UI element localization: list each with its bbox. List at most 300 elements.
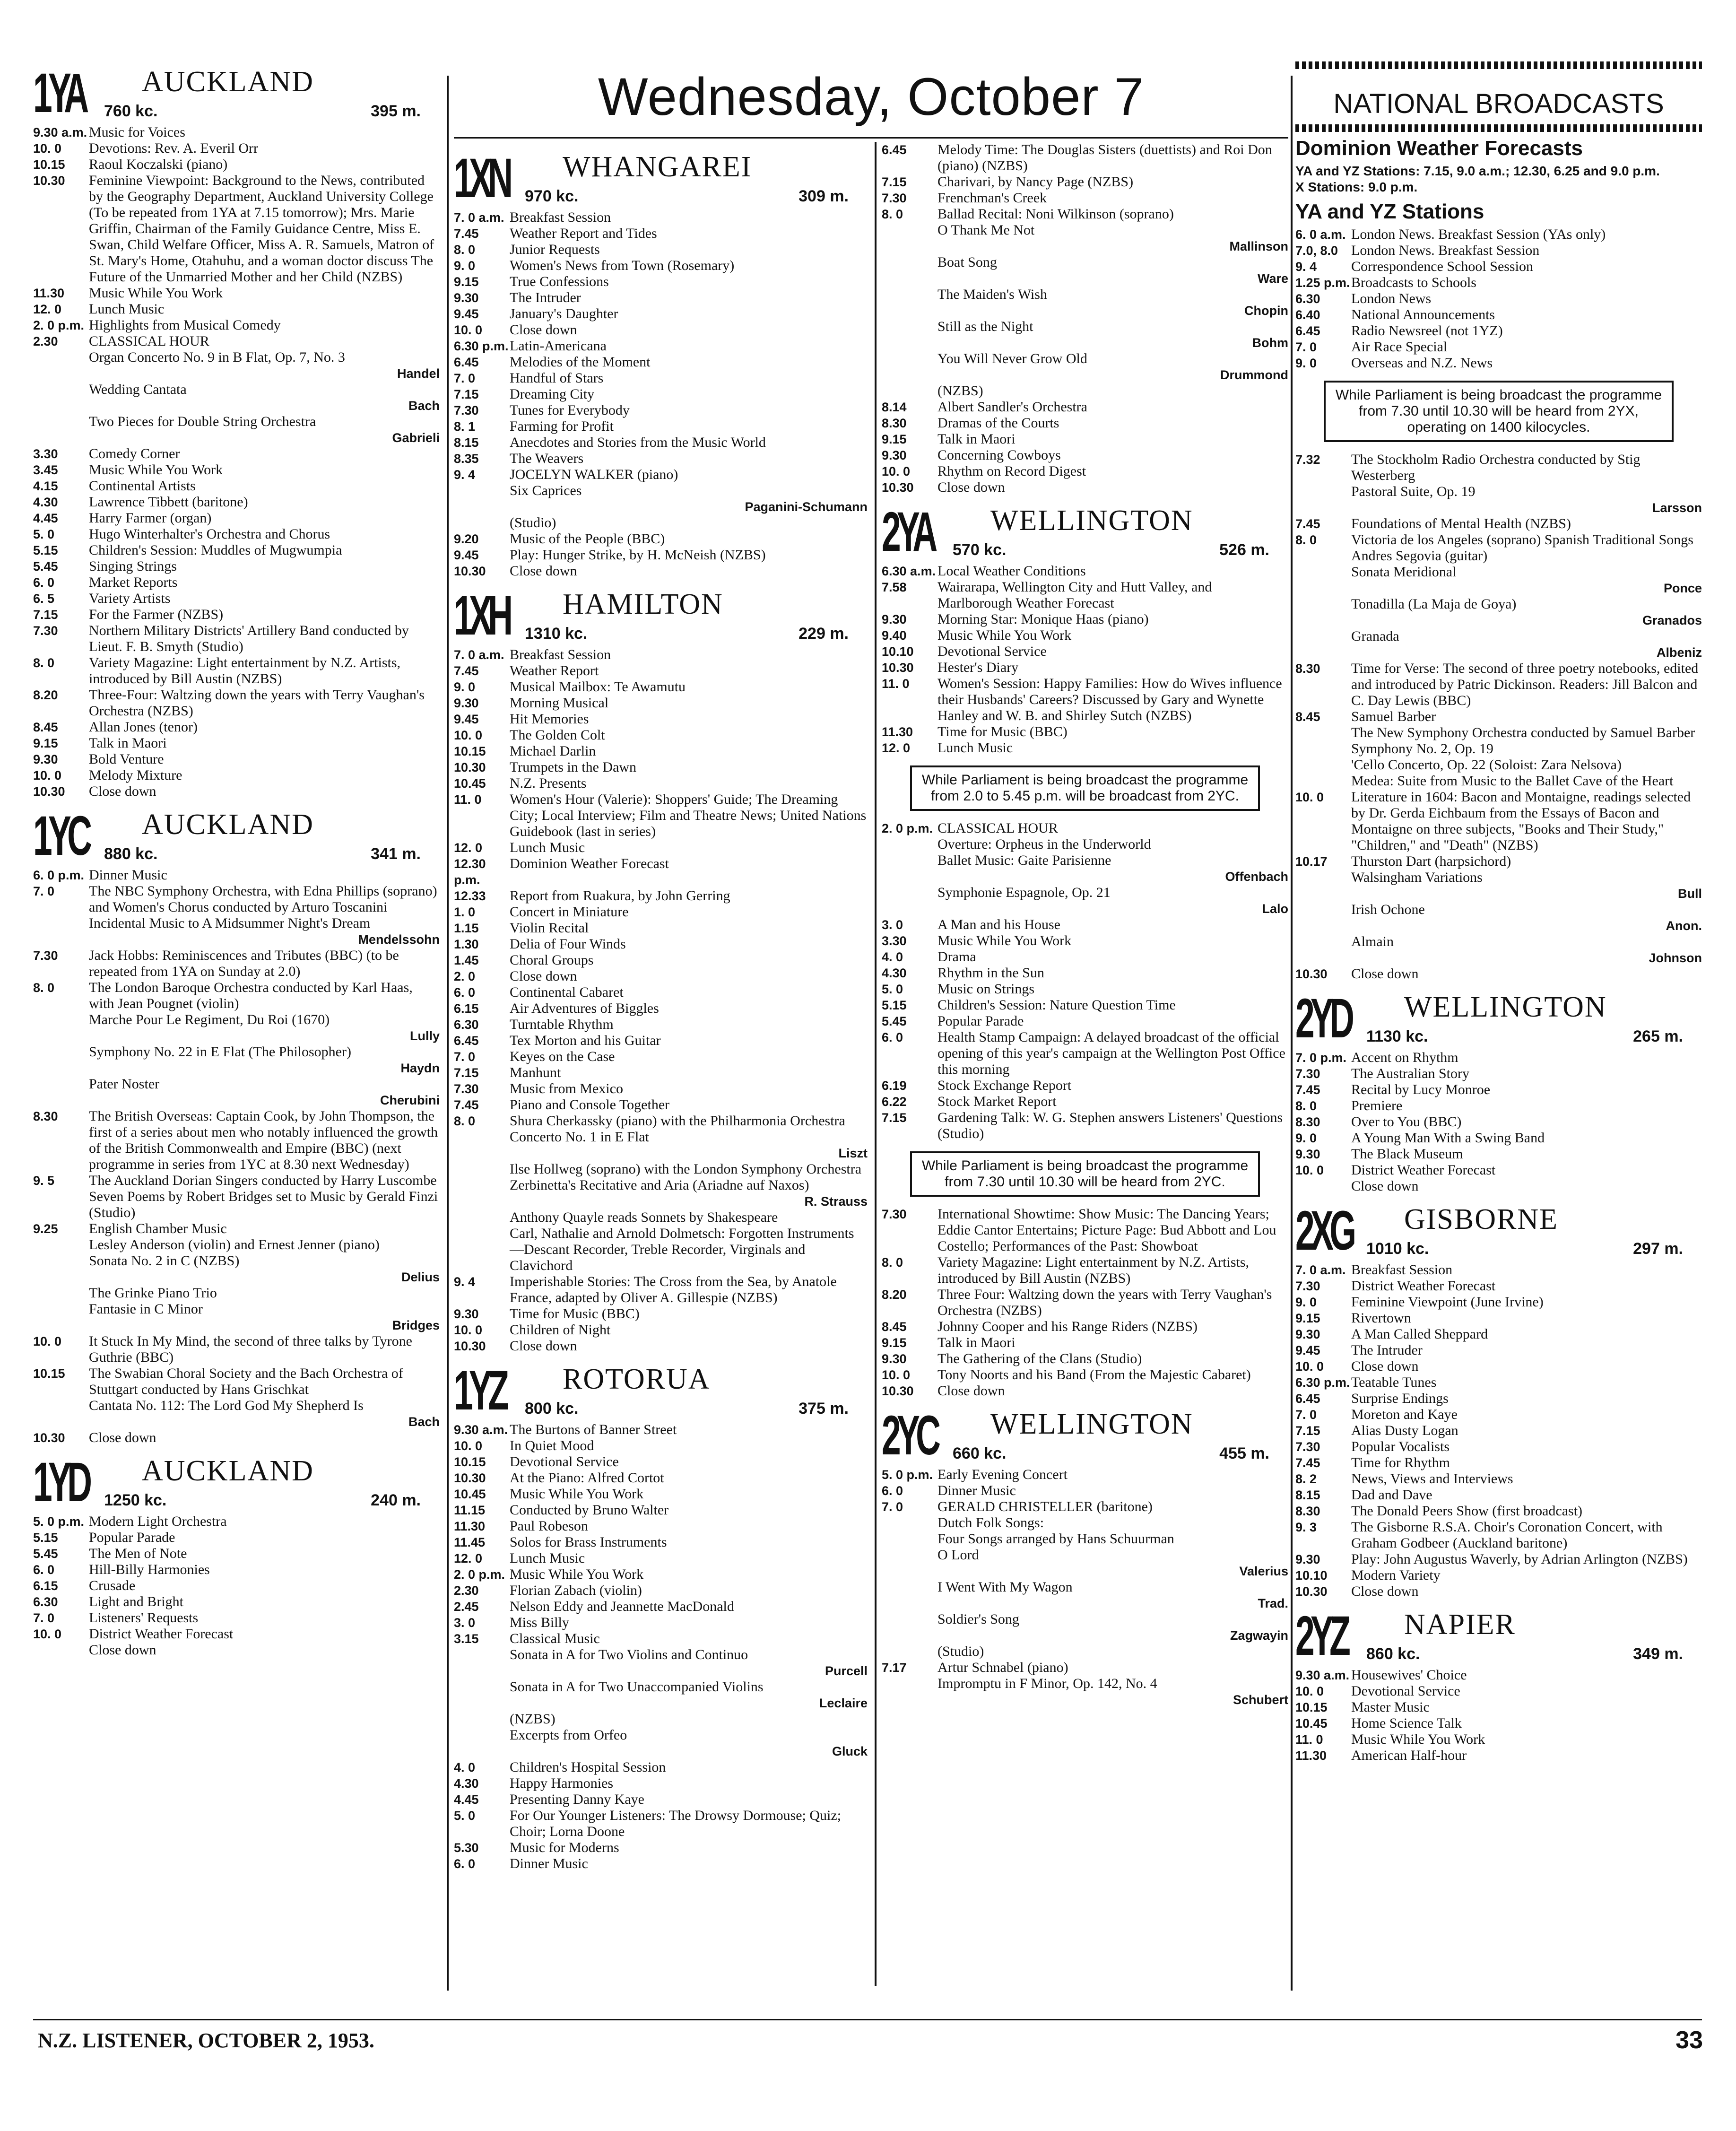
programme-time: 1.25 p.m. bbox=[1295, 276, 1350, 290]
programme-time: 10.30 bbox=[1295, 1584, 1328, 1599]
programme-time: 8.45 bbox=[33, 720, 58, 734]
programme-item bbox=[454, 679, 868, 695]
programme-time: 6.45 bbox=[454, 355, 479, 369]
composer-name: Chopin bbox=[1244, 304, 1288, 318]
programme-time: 7. 0 bbox=[33, 884, 55, 898]
station-city: ROTORUA bbox=[563, 1363, 711, 1395]
programme-item bbox=[882, 981, 1288, 997]
programme-time bbox=[882, 254, 937, 270]
programme-item bbox=[1295, 1342, 1702, 1358]
programme-time: 9.45 bbox=[454, 712, 479, 726]
programme-title: Symphony No. 2, Op. 19 bbox=[1351, 741, 1493, 757]
programme-item bbox=[1295, 1567, 1702, 1583]
programme-title: Close down bbox=[89, 1430, 156, 1445]
programme-title: London News bbox=[1351, 291, 1432, 306]
programme-item bbox=[33, 1530, 440, 1546]
programme-title: True Confessions bbox=[510, 274, 609, 289]
programme-time: 10.45 bbox=[1295, 1716, 1328, 1731]
programme-title: Over to You (BBC) bbox=[1351, 1114, 1462, 1130]
programme-time: 6.30 bbox=[33, 1595, 58, 1609]
programme-item bbox=[882, 1254, 1288, 1287]
programme-title: The London Baroque Orchestra conducted by Karl Haas, with Jean Pougnet (violin) bbox=[89, 980, 413, 1011]
programme-item bbox=[1295, 661, 1702, 709]
programme-time: 8.15 bbox=[454, 435, 479, 450]
national-broadcasts-heading: NATIONAL BROADCASTS bbox=[1333, 88, 1664, 119]
programme-item bbox=[882, 579, 1288, 611]
programme-title: Raoul Koczalski (piano) bbox=[89, 157, 228, 172]
programme-title: London News. Breakfast Session (YAs only) bbox=[1351, 226, 1606, 242]
programme-item bbox=[882, 740, 1288, 756]
programme-time: 7.17 bbox=[882, 1661, 907, 1675]
programme-item bbox=[1295, 1162, 1702, 1178]
programme-item bbox=[454, 792, 868, 840]
programme-item bbox=[882, 1078, 1288, 1094]
programme-time: 6.22 bbox=[882, 1095, 907, 1109]
programme-time: 9.45 bbox=[454, 307, 479, 321]
programme-time bbox=[1295, 757, 1351, 773]
programme-time: 5.15 bbox=[33, 543, 58, 557]
programme-title: Choral Groups bbox=[510, 952, 594, 968]
programme-time: 9.30 bbox=[882, 612, 907, 626]
programme-item bbox=[1295, 1748, 1702, 1764]
programme-time: 1.45 bbox=[454, 953, 479, 967]
station-callsign: 2YZ bbox=[1295, 1605, 1347, 1667]
programme-item bbox=[882, 222, 1288, 238]
programme-title: The Swabian Choral Society and the Bach Orchestra of Stuttgart conducted by Hans Grischkat bbox=[89, 1366, 403, 1397]
programme-title: Walsingham Variations bbox=[1351, 870, 1483, 885]
programme-title: Fantasie in C Minor bbox=[89, 1301, 203, 1317]
programme-time: 3.30 bbox=[882, 934, 907, 948]
programme-title: Farming for Profit bbox=[510, 418, 614, 434]
programme-time: 9.30 bbox=[882, 1352, 907, 1366]
programme-time: 9. 0 bbox=[454, 259, 476, 273]
programme-time: 8.30 bbox=[1295, 1115, 1320, 1129]
programme-list-1yz bbox=[454, 1422, 868, 1872]
programme-title: Melodies of the Moment bbox=[510, 354, 651, 370]
programme-item bbox=[1295, 725, 1702, 741]
programme-item bbox=[33, 719, 440, 735]
programme-item bbox=[1295, 1098, 1702, 1114]
programme-time: 9.15 bbox=[882, 432, 907, 446]
programme-item bbox=[33, 1594, 440, 1610]
programme-title: Ballad Recital: Noni Wilkinson (soprano) bbox=[937, 206, 1174, 222]
station-frequency: 970 kc. bbox=[525, 187, 579, 205]
programme-time: 12. 0 bbox=[454, 841, 483, 855]
programme-time bbox=[882, 319, 937, 335]
programme-time: 7.15 bbox=[454, 387, 479, 401]
programme-time: 12.30 p.m. bbox=[454, 857, 486, 887]
station-callsign: 1XN bbox=[454, 147, 509, 209]
programme-title: Close down bbox=[1351, 1178, 1419, 1194]
programme-title: Accent on Rhythm bbox=[1351, 1050, 1458, 1065]
programme-item bbox=[454, 1502, 868, 1518]
programme-title: Music While You Work bbox=[510, 1486, 644, 1502]
programme-item bbox=[1295, 484, 1702, 500]
programme-item bbox=[454, 242, 868, 258]
programme-item bbox=[33, 883, 440, 915]
programme-time: 9. 0 bbox=[1295, 1131, 1317, 1145]
programme-title: Andres Segovia (guitar) bbox=[1351, 548, 1488, 564]
programme-title: Rivertown bbox=[1351, 1310, 1411, 1326]
programme-title: Premiere bbox=[1351, 1098, 1403, 1113]
programme-item bbox=[454, 1615, 868, 1631]
programme-title: Breakfast Session bbox=[1351, 1262, 1453, 1278]
programme-title: Symphonie Espagnole, Op. 21 bbox=[937, 885, 1111, 900]
composer-name: Delius bbox=[401, 1270, 440, 1284]
programme-time: 9.30 bbox=[454, 291, 479, 305]
programme-title: Lunch Music bbox=[89, 301, 165, 317]
programme-item bbox=[33, 623, 440, 655]
programme-time: 6.30 a.m. bbox=[882, 564, 936, 578]
programme-item bbox=[1295, 1294, 1702, 1310]
programme-time: 7.45 bbox=[454, 226, 479, 241]
programme-title: Continental Cabaret bbox=[510, 984, 624, 1000]
programme-item bbox=[33, 915, 440, 931]
programme-item bbox=[454, 483, 868, 499]
programme-title: English Chamber Music bbox=[89, 1221, 227, 1236]
programme-item bbox=[882, 1335, 1288, 1351]
programme-item bbox=[882, 1367, 1288, 1383]
programme-time bbox=[1295, 870, 1351, 886]
programme-item bbox=[1295, 355, 1702, 371]
programme-item bbox=[1295, 870, 1702, 886]
programme-title: Devotional Service bbox=[937, 644, 1047, 659]
composer-name: Zagwayin bbox=[1230, 1628, 1288, 1643]
programme-title: Happy Harmonies bbox=[510, 1775, 614, 1791]
station-wavelength: 229 m. bbox=[799, 625, 849, 643]
programme-item bbox=[33, 285, 440, 301]
programme-time: 10.17 bbox=[1295, 854, 1328, 869]
programme-time: 10.30 bbox=[33, 784, 65, 799]
programme-title: Rhythm in the Sun bbox=[937, 965, 1044, 981]
programme-title: Devotions: Rev. A. Everil Orr bbox=[89, 140, 258, 156]
programme-time: 10. 0 bbox=[33, 141, 62, 156]
programme-time: 4.15 bbox=[33, 479, 58, 493]
footer-rule bbox=[33, 2019, 1702, 2020]
programme-item bbox=[1295, 934, 1702, 950]
programme-item bbox=[882, 431, 1288, 447]
programme-title: Home Science Talk bbox=[1351, 1715, 1462, 1731]
programme-title: Recital by Lucy Monroe bbox=[1351, 1082, 1491, 1097]
programme-item bbox=[454, 1792, 868, 1808]
composer-name: Schubert bbox=[1233, 1693, 1288, 1707]
programme-title: News, Views and Interviews bbox=[1351, 1471, 1513, 1487]
programme-item bbox=[33, 510, 440, 526]
programme-title: Impromptu in F Minor, Op. 142, No. 4 bbox=[937, 1676, 1157, 1691]
programme-title: Anecdotes and Stories from the Music World bbox=[510, 435, 766, 450]
composer-name: Lully bbox=[409, 1029, 440, 1043]
programme-title: Marche Pour Le Regiment, Du Roi (1670) bbox=[89, 1012, 330, 1027]
programme-title: Music on Strings bbox=[937, 981, 1035, 997]
programme-item bbox=[454, 1566, 868, 1583]
programme-time: 10.45 bbox=[454, 776, 486, 791]
programme-item bbox=[1295, 628, 1702, 644]
programme-item bbox=[33, 1189, 440, 1221]
programme-title: Devotional Service bbox=[510, 1454, 619, 1470]
programme-title: Dad and Dave bbox=[1351, 1487, 1432, 1503]
programme-time bbox=[1295, 934, 1351, 950]
programme-time: 10. 0 bbox=[454, 1323, 483, 1337]
station-header-2yc bbox=[882, 1404, 1288, 1467]
composer-name: Anon. bbox=[1666, 919, 1702, 933]
programme-title: National Announcements bbox=[1351, 307, 1495, 322]
programme-title: Dinner Music bbox=[510, 1856, 588, 1871]
programme-time: 10.30 bbox=[454, 1471, 486, 1485]
programme-time: 11.30 bbox=[454, 1519, 486, 1533]
programme-item bbox=[1295, 1423, 1702, 1439]
programme-time: 8. 0 bbox=[1295, 533, 1317, 547]
programme-item bbox=[1295, 902, 1702, 918]
programme-item bbox=[882, 644, 1288, 660]
programme-time: 7.30 bbox=[454, 1082, 479, 1096]
programme-time: 10.10 bbox=[882, 644, 914, 659]
programme-title: Paul Robeson bbox=[510, 1518, 588, 1534]
station-frequency: 800 kc. bbox=[525, 1400, 579, 1418]
programme-title: Popular Vocalists bbox=[1351, 1439, 1450, 1454]
programme-time: 8. 0 bbox=[882, 207, 903, 221]
programme-title: Women's Hour (Valerie): Shoppers' Guide; The Dreaming City; Local Interview; Film and Theatre News; United Nations Guidebook (last in series) bbox=[510, 792, 867, 839]
programme-title: Time for Rhythm bbox=[1351, 1455, 1450, 1470]
programme-item bbox=[33, 124, 440, 140]
programme-title: Close down bbox=[89, 783, 156, 799]
programme-time bbox=[882, 1515, 937, 1531]
station-wavelength: 375 m. bbox=[799, 1400, 849, 1418]
programme-list-2yc bbox=[882, 1467, 1288, 1708]
station-header-1ya bbox=[33, 62, 440, 124]
programme-time: 9.40 bbox=[882, 628, 907, 643]
programme-time: 1. 0 bbox=[454, 905, 476, 919]
programme-title: The Black Museum bbox=[1351, 1146, 1463, 1162]
programme-item bbox=[1295, 226, 1702, 243]
programme-list-2xg bbox=[1295, 1262, 1702, 1600]
programme-title: Sonata Meridional bbox=[1351, 564, 1457, 580]
programme-time: 7.30 bbox=[1295, 1440, 1320, 1454]
national-programme-list bbox=[1295, 226, 1702, 371]
programme-title: Still as the Night bbox=[937, 319, 1033, 334]
programme-title: You Will Never Grow Old bbox=[937, 351, 1087, 366]
programme-list-1yz-continued bbox=[882, 142, 1288, 496]
programme-title: O Thank Me Not bbox=[937, 222, 1035, 238]
programme-title: Moreton and Kaye bbox=[1351, 1407, 1458, 1422]
programme-time: 7.45 bbox=[1295, 1456, 1320, 1470]
programme-title: Tonadilla (La Maja de Goya) bbox=[1351, 596, 1517, 612]
programme-time: 8. 2 bbox=[1295, 1472, 1317, 1486]
programme-item bbox=[33, 478, 440, 494]
programme-item bbox=[454, 418, 868, 435]
programme-time bbox=[882, 1579, 937, 1595]
programme-time bbox=[454, 1711, 510, 1727]
programme-title: Latin-Americana bbox=[510, 338, 607, 354]
programme-title: Morning Musical bbox=[510, 695, 609, 711]
programme-time: 8.30 bbox=[882, 416, 907, 430]
programme-time: 6. 0 bbox=[33, 1563, 55, 1577]
programme-item bbox=[882, 479, 1288, 496]
programme-time: 8. 0 bbox=[454, 1114, 476, 1128]
programme-item bbox=[454, 1065, 868, 1081]
programme-title: District Weather Forecast bbox=[1351, 1278, 1496, 1294]
programme-item bbox=[1295, 1583, 1702, 1600]
programme-item bbox=[454, 1338, 868, 1354]
programme-item bbox=[33, 1642, 440, 1658]
programme-list-2ya-evening bbox=[882, 1206, 1288, 1399]
programme-item bbox=[1295, 741, 1702, 757]
programme-item bbox=[454, 547, 868, 563]
composer-name: Lalo bbox=[1262, 902, 1288, 916]
programme-item bbox=[882, 949, 1288, 965]
programme-title: Ilse Hollweg (soprano) with the London Symphony Orchestra bbox=[510, 1161, 862, 1177]
programme-item bbox=[33, 462, 440, 478]
programme-item bbox=[454, 1486, 868, 1502]
programme-item bbox=[1295, 1178, 1702, 1194]
programme-title: Correspondence School Session bbox=[1351, 259, 1533, 274]
composer-name: Johnson bbox=[1649, 951, 1702, 965]
programme-title: Modern Variety bbox=[1351, 1567, 1441, 1583]
station-frequency: 1010 kc. bbox=[1366, 1240, 1429, 1258]
programme-title: Breakfast Session bbox=[510, 209, 611, 225]
programme-time: 8.45 bbox=[1295, 710, 1320, 724]
programme-item bbox=[33, 1108, 440, 1173]
weather-line: YA and YZ Stations: 7.15, 9.0 a.m.; 12.30, 6.25 and 9.0 p.m. bbox=[1295, 164, 1660, 178]
programme-title: Michael Darlin bbox=[510, 743, 596, 759]
programme-title: Feminine Viewpoint: Background to the News, contributed by the Geography Department, Auckland University College (To be repeated from 1YA at 7.15 tomorrow); Mrs. Marie Griffin, Chairman of the Family Guidance Centre, Miss E. Swan, Child Welfare Officer, Miss A. R. Samuels, Matron of St. Mary's Home, Otahuhu, and a woman doctor discuss The Future of the Unmarried Mother and her Child (NZBS) bbox=[89, 173, 434, 285]
programme-time: 6. 0 bbox=[882, 1484, 903, 1498]
programme-time bbox=[454, 1647, 510, 1663]
programme-title: American Half-hour bbox=[1351, 1748, 1467, 1763]
composer-name: Mallinson bbox=[1229, 239, 1288, 253]
programme-item bbox=[882, 836, 1288, 852]
programme-time: 6.15 bbox=[454, 1001, 479, 1016]
programme-time: 4.45 bbox=[454, 1792, 479, 1807]
programme-time bbox=[454, 1679, 510, 1695]
programme-item bbox=[33, 494, 440, 510]
programme-time: 6. 0 a.m. bbox=[1295, 227, 1346, 242]
programme-title: (NZBS) bbox=[510, 1711, 556, 1727]
programme-item bbox=[1295, 1439, 1702, 1455]
programme-time: 6.15 bbox=[33, 1579, 58, 1593]
programme-title: Irish Ochone bbox=[1351, 902, 1425, 917]
programme-item bbox=[882, 1660, 1288, 1676]
programme-title: The Intruder bbox=[510, 290, 581, 305]
programme-title: Surprise Endings bbox=[1351, 1391, 1449, 1406]
programme-time bbox=[33, 1237, 89, 1253]
programme-item bbox=[882, 1206, 1288, 1254]
programme-time: 10.15 bbox=[33, 1366, 65, 1381]
programme-item bbox=[454, 1322, 868, 1338]
programme-time: 8.20 bbox=[33, 688, 58, 702]
weather-forecasts-heading: Dominion Weather Forecasts bbox=[1295, 137, 1583, 160]
programme-item bbox=[882, 287, 1288, 303]
programme-time bbox=[1295, 484, 1351, 500]
programme-item bbox=[454, 1759, 868, 1775]
programme-item bbox=[33, 735, 440, 751]
programme-title: Modern Light Orchestra bbox=[89, 1513, 227, 1529]
programme-title: Housewives' Choice bbox=[1351, 1667, 1467, 1683]
programme-time bbox=[454, 1129, 510, 1145]
programme-time: 8. 0 bbox=[33, 656, 55, 670]
programme-item bbox=[454, 1422, 868, 1438]
station-header-1xn bbox=[454, 147, 868, 209]
programme-item bbox=[882, 611, 1288, 627]
programme-item bbox=[454, 1518, 868, 1534]
programme-title: A Man and his House bbox=[937, 917, 1060, 932]
programme-title: The Stockholm Radio Orchestra conducted by Stig Westerberg bbox=[1351, 452, 1641, 483]
programme-time bbox=[454, 1226, 510, 1274]
programme-time: 10. 0 bbox=[1295, 1684, 1324, 1698]
programme-title: Music While You Work bbox=[510, 1566, 644, 1582]
programme-item bbox=[882, 997, 1288, 1013]
programme-title: Early Evening Concert bbox=[937, 1467, 1068, 1482]
programme-time bbox=[33, 349, 89, 365]
programme-title: I Went With My Wagon bbox=[937, 1579, 1073, 1595]
programme-title: Wedding Cantata bbox=[89, 382, 187, 397]
programme-title: Tunes for Everybody bbox=[510, 402, 630, 418]
programme-title: Hugo Winterhalter's Orchestra and Chorus bbox=[89, 526, 330, 542]
programme-time: 4.30 bbox=[33, 495, 58, 509]
composer-name: Leclaire bbox=[819, 1696, 868, 1710]
programme-item bbox=[882, 1579, 1288, 1595]
programme-item bbox=[882, 1515, 1288, 1531]
programme-time: 5.15 bbox=[33, 1531, 58, 1545]
programme-time bbox=[882, 351, 937, 367]
programme-time bbox=[882, 1531, 937, 1547]
programme-item bbox=[882, 142, 1288, 174]
programme-list-2ya-continued bbox=[1295, 452, 1702, 982]
programme-time: 9. 0 bbox=[454, 680, 476, 694]
programme-time bbox=[33, 1642, 89, 1658]
programme-item bbox=[454, 663, 868, 679]
programme-title: N.Z. Presents bbox=[510, 775, 587, 791]
composer-name: Ware bbox=[1257, 271, 1288, 286]
programme-list-1yc bbox=[33, 867, 440, 1446]
composer-name: Offenbach bbox=[1225, 870, 1288, 884]
programme-item bbox=[454, 1000, 868, 1017]
programme-title: Comedy Corner bbox=[89, 446, 180, 461]
composer-name: Albeniz bbox=[1656, 645, 1702, 660]
station-wavelength: 349 m. bbox=[1633, 1645, 1683, 1663]
programme-item bbox=[454, 1679, 868, 1695]
programme-time: 10.15 bbox=[454, 744, 486, 758]
programme-time: 8. 0 bbox=[882, 1255, 903, 1270]
station-frequency: 760 kc. bbox=[104, 102, 158, 120]
programme-item bbox=[1295, 516, 1702, 532]
programme-time: 7.30 bbox=[1295, 1279, 1320, 1293]
programme-item bbox=[33, 1578, 440, 1594]
programme-item bbox=[454, 563, 868, 579]
programme-title: The Australian Story bbox=[1351, 1066, 1469, 1081]
programme-item bbox=[454, 856, 868, 888]
station-wavelength: 341 m. bbox=[371, 845, 421, 863]
weather-line: X Stations: 9.0 p.m. bbox=[1295, 180, 1418, 194]
programme-time: 9.30 bbox=[882, 448, 907, 462]
programme-item bbox=[454, 226, 868, 242]
programme-item bbox=[1295, 1262, 1702, 1278]
programme-time: 2. 0 p.m. bbox=[882, 821, 933, 835]
programme-title: Tony Noorts and his Band (From the Majestic Cabaret) bbox=[937, 1367, 1251, 1383]
programme-time: 8.20 bbox=[882, 1287, 907, 1302]
programme-title: Time for Verse: The second of three poetry notebooks, edited and introduced by Patric Dickinson. Readers: Jill Balcon and C. Day Lewis (BBC) bbox=[1351, 661, 1699, 708]
programme-item bbox=[1295, 853, 1702, 870]
programme-item bbox=[454, 370, 868, 386]
programme-time: 9. 4 bbox=[454, 468, 476, 482]
programme-title: The Donald Peers Show (first broadcast) bbox=[1351, 1503, 1583, 1519]
programme-item bbox=[33, 751, 440, 767]
programme-title: Manhunt bbox=[510, 1065, 561, 1080]
programme-time: 8.30 bbox=[1295, 661, 1320, 676]
programme-title: In Quiet Mood bbox=[510, 1438, 594, 1453]
programme-title: Weather Report bbox=[510, 663, 599, 678]
programme-item bbox=[33, 574, 440, 591]
station-city: AUCKLAND bbox=[142, 1455, 314, 1487]
